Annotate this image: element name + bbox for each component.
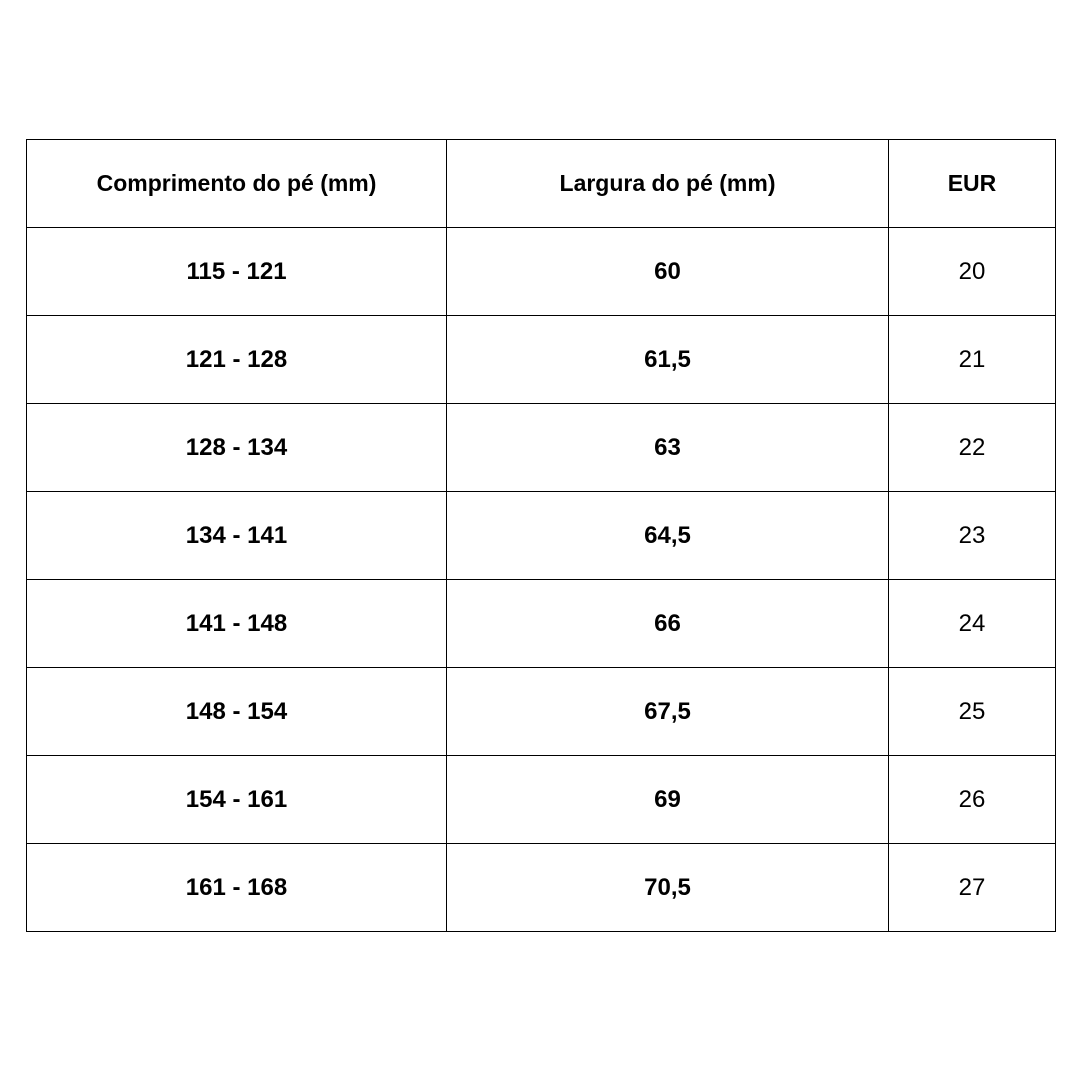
table-row — [27, 404, 1056, 492]
cell-eur-size: 21 — [889, 316, 1056, 404]
table-row — [27, 756, 1056, 844]
cell-eur-size: 26 — [889, 756, 1056, 844]
cell-foot-width: 69 — [447, 756, 889, 844]
cell-foot-length: 121 - 128 — [27, 316, 447, 404]
table-row — [27, 316, 1056, 404]
cell-eur-size: 25 — [889, 668, 1056, 756]
table-row — [27, 228, 1056, 316]
cell-foot-width: 63 — [447, 404, 889, 492]
header-foot-length: Comprimento do pé (mm) — [27, 140, 447, 228]
cell-eur-size: 20 — [889, 228, 1056, 316]
cell-foot-width: 67,5 — [447, 668, 889, 756]
cell-foot-length: 128 - 134 — [27, 404, 447, 492]
header-foot-width: Largura do pé (mm) — [447, 140, 889, 228]
table-header-row — [27, 140, 1056, 228]
cell-eur-size: 22 — [889, 404, 1056, 492]
cell-eur-size: 23 — [889, 492, 1056, 580]
cell-foot-width: 66 — [447, 580, 889, 668]
cell-foot-length: 148 - 154 — [27, 668, 447, 756]
cell-foot-width: 61,5 — [447, 316, 889, 404]
cell-foot-length: 115 - 121 — [27, 228, 447, 316]
table-row — [27, 492, 1056, 580]
table-row — [27, 580, 1056, 668]
cell-foot-length: 161 - 168 — [27, 844, 447, 932]
size-chart-table — [26, 139, 1056, 932]
cell-foot-width: 60 — [447, 228, 889, 316]
cell-eur-size: 27 — [889, 844, 1056, 932]
cell-foot-length: 134 - 141 — [27, 492, 447, 580]
cell-foot-width: 70,5 — [447, 844, 889, 932]
table-row — [27, 844, 1056, 932]
table-row — [27, 668, 1056, 756]
cell-foot-length: 141 - 148 — [27, 580, 447, 668]
cell-foot-width: 64,5 — [447, 492, 889, 580]
cell-foot-length: 154 - 161 — [27, 756, 447, 844]
cell-eur-size: 24 — [889, 580, 1056, 668]
header-eur-size: EUR — [889, 140, 1056, 228]
